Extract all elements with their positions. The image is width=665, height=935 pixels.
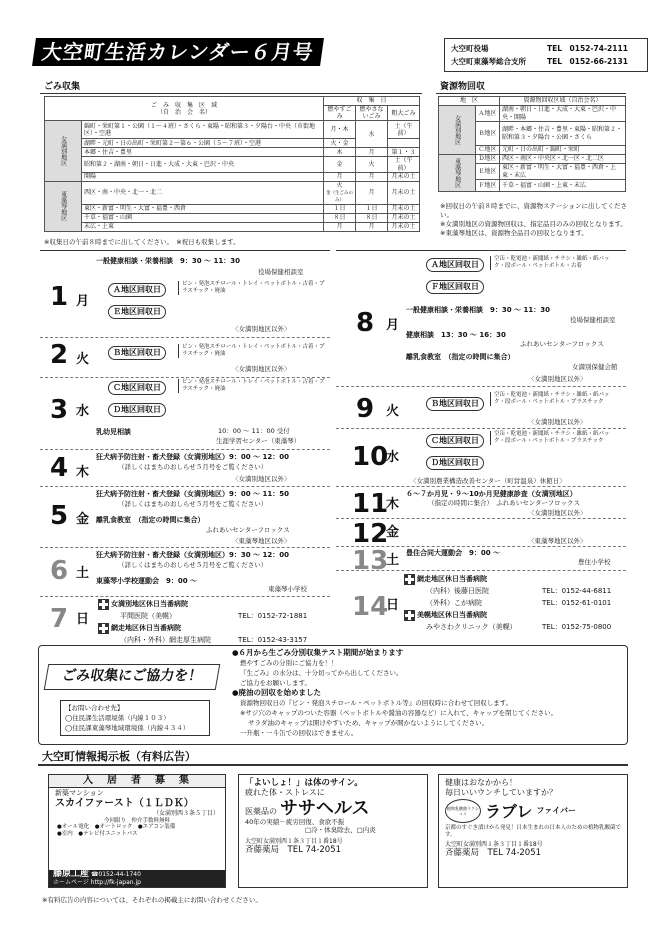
day-number: 14 [352, 592, 389, 622]
cooperation-text: ●６月から生ごみ分別収集テスト期間が始まります 燃やすごみの分別にご協力を！！ 『生ごみ』の水分は、十分切ってから出してください。 ご協力をお願いします。 ●廃油の回収を始めました 資源物回収日の『ビン・発泡スチロール・ペットボトル等』の回収時に合わせて回収します。 ※サジ穴のキャップのついた容器（ペットボトルや醤油の容器など）に入れて、キャップを閉じてください。 サラダ油のキャップは開けやすいため、キャップが開かないようにしてください。 一升瓶・一斗缶での回収はできません。 [232, 648, 558, 737]
day-of-week: 火 [386, 404, 400, 419]
ad-mansion: 入 居 者 募 集 新築マンション スカイファースト（１ＬＤＫ） （女満別西３条５丁目） 今回限り 仲介手数料無料 ●オール電化 ●オートロック ●エアコン装備 ●室内 ●テレビ付ユニットバス 藤原工産 ☎0152-44-1740 ホームページ http://fk-japan.jp [48, 774, 226, 888]
garbage-note: ※収集日の午前８時までに出してください。 ※祝日も収集します。 [44, 238, 240, 246]
ads-footer: ※有料広告の内容については、それぞれの掲載主にお問い合わせください。 [42, 896, 262, 904]
day-of-week: 木 [76, 465, 90, 480]
medical-cross-icon [404, 574, 415, 585]
contact-row: 大空町役場 TEL 0152-74-2111 [451, 44, 628, 53]
recycle-badge: Ｅ地区回収日 [108, 305, 166, 319]
day-of-week: 木 [386, 497, 400, 512]
cooperation-banner: ごみ収集にご協力を！ [44, 664, 221, 690]
day-of-week: 土 [76, 566, 90, 581]
day-number: 5 [50, 501, 69, 531]
ad-labre: 健康はおなかから！ 毎日いいウンチしていますか？ 植物乳酸菌ラクシュミ ラブレ ファイバー 京都のすぐき漬けから発見！日本生まれの日本人のための植物乳酸菌です。 大空町女満別西１条３丁目１番18号 斉藤薬局 TEL 74-2051 [438, 774, 628, 888]
page-title: 大空町生活カレンダー６月号 [32, 38, 324, 66]
day-of-week: 月 [386, 318, 400, 333]
garbage-table: ご み 収 集 区 域 （自 治 会 名） 収 集 日 燃やすごみ 燃やさないごみ 粗大ごみ 女満別地区 錦町・栄町第１・公園（１～４班）・さくら・東陽・昭和第３・夕陽台・中央（市街地区）・空港 月・木 水 土（午前） 湖畔・元町・日の出町・栄町第２～第６・公園（５～７班）・空港 火・金 本郷・住吉・豊里 木 月 第１・３ 昭和第２・湖南・朝日・日進・大成・大東・巴沢・中央 金 火 土（午前） 開陽 月 月 月末の土 東藻琴地区 西区・南・中央・北一・北二 火 金（生ごみのみ） 月 月末の土 東区・新富・明生・大富・福豊・西倉 １日 １日 月末の土 千草・福富・山園 ８日 ８日 月末の土 末広・上東 月 月 月末の土 [44, 96, 420, 232]
day-of-week: 金 [386, 525, 400, 540]
contact-row: 大空町東藻琴総合支所 TEL 0152-66-2131 [451, 57, 628, 66]
ads-heading: 大空町情報掲示板（有料広告） [42, 750, 196, 763]
day-of-week: 水 [76, 404, 90, 419]
day-number: 12 [352, 519, 389, 549]
contact-box [444, 38, 648, 72]
region-label: 東藻琴地区 [45, 181, 82, 231]
recycle-badge: Ｃ地区回収日 [108, 381, 166, 395]
day-of-week: 日 [386, 598, 400, 613]
recycle-badge: Ａ地区回収日 [108, 283, 166, 297]
cooperation-contact: 【お問い合わせ先】 ◯住民課生活環境係（内線１０３） ◯住民課東藻琴地域環境係（内線４３４） [60, 700, 210, 736]
day-number: 2 [50, 340, 69, 370]
recycle-badge: Ｆ地区回収日 [426, 280, 484, 294]
garbage-heading: ごみ収集 [44, 82, 81, 92]
recycle-heading: 資源物回収 [440, 82, 486, 92]
recycle-badge: Ｃ地区回収日 [426, 434, 484, 448]
recycle-table: 地 区 資源物回収区域（自治会名） 女満別地区 Ａ地区 湖南・朝日・日進・大成・大東・巴沢・中央・開陽 Ｂ地区 湖畔・本郷・住吉・豊里・東陽・昭和第２・昭和第３・夕陽台・公園・さくら Ｃ地区 元町・日の出町・錦町・栄町 東藻琴地区 Ｄ地区 西区・南区・中央区・北一区・北二区 Ｅ地区 東区・新富・明生・大富・福豊・西倉・上東・末広 Ｆ地区 千草・福富・山園・上東・末広 [438, 96, 626, 192]
day-number: 7 [50, 604, 69, 634]
day-number: 8 [356, 308, 375, 338]
recycle-badge: Ｂ地区回収日 [426, 397, 484, 411]
day-of-week: 月 [76, 294, 90, 309]
region-label: 女満別地区 [45, 121, 82, 181]
day-number: 1 [50, 282, 69, 312]
day-of-week: 火 [76, 352, 90, 367]
medical-cross-icon [98, 623, 109, 634]
recycle-badge: Ａ地区回収日 [426, 258, 484, 272]
product-logo: 植物乳酸菌ラクシュミ [445, 799, 481, 823]
recycle-badge: Ｄ地区回収日 [426, 456, 484, 470]
day-of-week: 金 [76, 512, 90, 527]
day-number: 3 [50, 395, 69, 425]
day-of-week: 土 [386, 553, 400, 568]
day-number: 11 [352, 489, 389, 519]
holiday-hospital: 網走地区休日当番病院 （内科）後藤日医院 TEL：0152-44-6811 （外科）こが病院 TEL：0152-61-0101 美幌地区休日当番病院 みやさわクリニック（美幌） TEL：0152-75-0800 [404, 573, 626, 633]
recycle-badge: Ｂ地区回収日 [108, 346, 166, 360]
day-number: 6 [50, 556, 69, 586]
day-number: 13 [352, 546, 389, 576]
recycle-badge: Ｄ地区回収日 [108, 403, 166, 417]
ad-sasahealth: 「よいしょ！」は体のサイン。 疲れた体・ストレスに 医薬品の ササヘルス 40年の実績－疲労回復、食欲不振 □冷・体臭除去、□内炎 大空町女満別西１条３丁目１番18号 斉藤薬局 TEL 74-2051 [238, 774, 428, 888]
day-of-week: 水 [386, 450, 400, 465]
day-number: 9 [356, 394, 375, 424]
day-of-week: 日 [76, 612, 90, 627]
day-number: 10 [352, 442, 389, 472]
recycle-notes: ※回収日の午前８時までに、資源物ステーションに出してください。 ※女満別地区の資源物回収は、指定品目のみの回収となります。 ※東藻琴地区は、資源物全品目の回収となります。 [440, 202, 628, 237]
medical-cross-icon [404, 610, 415, 621]
day-number: 4 [50, 453, 69, 483]
medical-cross-icon [98, 599, 109, 610]
holiday-hospital: 女満別地区休日当番病院 平間医院（美幌） TEL：0152-72-1881 網走地区休日当番病院 （内科・外科）網走厚生病院 TEL：0152-43-3157 [98, 598, 328, 646]
